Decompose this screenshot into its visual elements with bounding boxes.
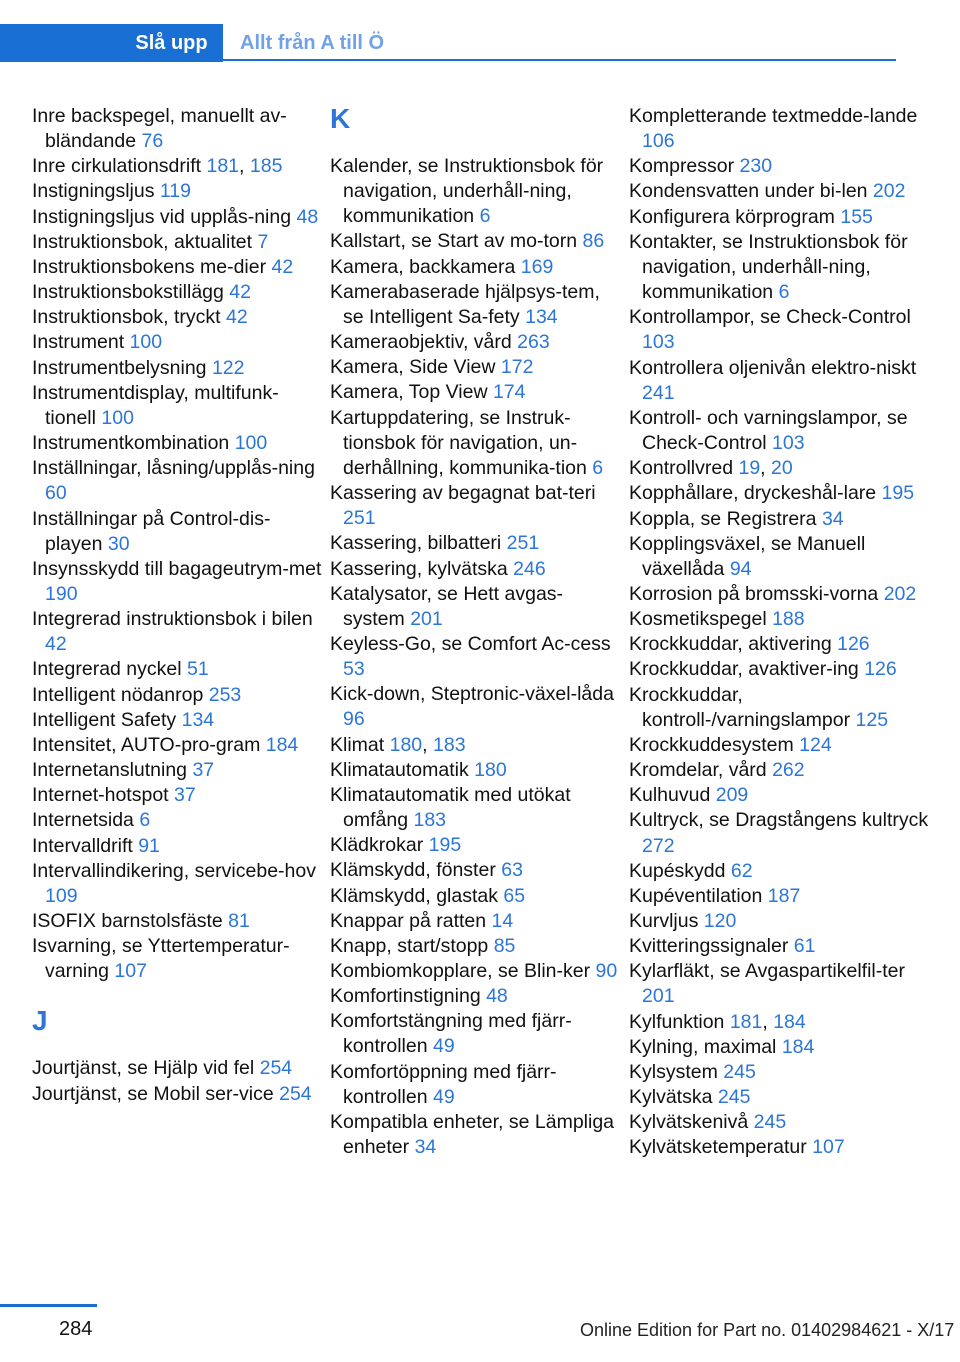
page-link[interactable]: 109 <box>45 884 78 907</box>
index-term: Klämskydd, fönster <box>330 859 502 882</box>
page-link[interactable]: 187 <box>767 884 801 907</box>
index-term: Kopplingsväxel, se Manuell växellåda <box>629 532 866 580</box>
index-term: Intensitet, AUTO-pro-gram <box>32 733 266 756</box>
index-entry <box>32 104 322 154</box>
page-link[interactable]: 184 <box>265 733 299 756</box>
page-link[interactable]: 181 <box>206 155 240 178</box>
index-term: Kylvätska <box>629 1086 718 1109</box>
index-term: Intelligent Safety <box>32 708 182 731</box>
index-term: Krockkuddesystem <box>629 733 800 756</box>
page-link[interactable]: 120 <box>703 910 737 932</box>
index-entry <box>330 1009 620 1059</box>
index-term: Komfortstängning med fjärr-kontrollen <box>330 1010 572 1058</box>
page-link[interactable]: 61 <box>793 935 816 958</box>
index-term: Intelligent nödanrop <box>32 683 209 706</box>
index-entry <box>32 859 322 909</box>
page-link[interactable]: 51 <box>187 658 209 681</box>
index-term: Internetsida <box>32 809 140 832</box>
index-entry <box>32 733 322 758</box>
page-link[interactable]: 53 <box>343 658 365 681</box>
index-term: Kosmetikspegel <box>629 608 773 631</box>
index-term: Komfortöppning med fjärr-kontrollen <box>330 1060 557 1108</box>
page-link[interactable]: 134 <box>181 708 215 731</box>
index-term: Isvarning, se Yttertemperatur-varning <box>32 935 290 983</box>
index-entry <box>32 758 322 783</box>
index-entry <box>629 356 929 406</box>
page-number: 284 <box>59 1318 93 1340</box>
index-entry <box>629 859 929 884</box>
page-link[interactable]: 91 <box>138 834 160 857</box>
index-term: Krockkuddar, avaktiver-ing <box>629 658 865 681</box>
page-link[interactable]: 30 <box>107 532 130 555</box>
page-link[interactable]: 37 <box>174 784 196 807</box>
page-link[interactable]: 169 <box>520 255 554 278</box>
page-link[interactable]: 184 <box>773 1010 806 1033</box>
index-term: Internet-hotspot <box>32 784 175 807</box>
index-entry <box>330 632 620 682</box>
page-link[interactable]: 49 <box>432 1085 455 1108</box>
index-entry <box>629 934 929 959</box>
page-link[interactable]: 96 <box>343 708 365 731</box>
index-term: Intervalldrift <box>32 834 139 857</box>
index-term: Kromdelar, vård <box>629 759 773 782</box>
index-entry <box>330 154 620 229</box>
index-entry <box>32 330 322 355</box>
index-term: Kallstart, se Start av mo-torn <box>330 230 583 253</box>
index-entry <box>330 1060 620 1110</box>
index-term: Klimat <box>330 733 390 756</box>
index-term: Kylvätsketemperatur <box>629 1136 813 1159</box>
index-entry <box>330 406 620 481</box>
index-entry <box>629 230 929 305</box>
page-link[interactable]: 62 <box>730 859 753 882</box>
index-entry <box>32 657 322 682</box>
index-entry <box>32 808 322 833</box>
index-term: Inre cirkulationsdrift <box>32 155 207 178</box>
index-entry <box>330 884 620 909</box>
index-term: Knappar på ratten <box>330 909 492 932</box>
index-entry <box>32 305 322 330</box>
index-term: Inre backspegel, manuellt av-bländande <box>32 105 287 153</box>
index-entry <box>330 758 620 783</box>
page-link[interactable]: 86 <box>582 230 605 253</box>
header-bar <box>0 0 896 62</box>
index-term: Kalender, se Instruktionsbok för navigation, underhåll-ning, kommunikation <box>330 155 604 228</box>
index-term: Kombiomkopplare, se Blin-ker <box>330 960 596 982</box>
page-link[interactable]: 195 <box>881 482 915 505</box>
page-link[interactable]: 180 <box>389 733 423 756</box>
index-entry <box>32 557 322 607</box>
index-term: Kamera, backkamera <box>330 255 521 278</box>
index-term: Kontrollera oljenivån elektro-niskt <box>629 356 917 379</box>
page-link[interactable]: 81 <box>228 910 250 932</box>
page-link[interactable]: 195 <box>428 834 462 857</box>
index-entry <box>330 984 620 1009</box>
page-link[interactable]: 119 <box>159 180 191 203</box>
index-entry <box>330 783 620 833</box>
index-term: Kylfunktion <box>629 1010 730 1033</box>
index-term: Instigningsljus <box>32 180 160 203</box>
index-entry <box>629 1010 929 1035</box>
index-entry <box>330 380 620 405</box>
index-term: Kompatibla enheter, se Lämpliga enheter <box>330 1110 615 1159</box>
page-link[interactable]: 254 <box>279 1082 312 1105</box>
footer-rule <box>0 1304 97 1307</box>
page-link[interactable]: 190 <box>45 582 78 605</box>
index-entry <box>330 682 620 732</box>
index-term: Kondensvatten under bi-len <box>629 180 873 203</box>
page-link[interactable]: 60 <box>45 482 67 505</box>
index-entry <box>330 481 620 531</box>
index-term: Klämskydd, glastak <box>330 884 504 907</box>
page-link[interactable]: 100 <box>234 432 268 455</box>
page-link[interactable]: 183 <box>413 809 447 832</box>
page-link[interactable]: 201 <box>410 607 443 630</box>
index-term: Internetanslutning <box>32 759 193 782</box>
edition-text: Online Edition for Part no. 01402984621 - X/17 <box>580 1320 955 1340</box>
page-link[interactable]: 49 <box>432 1035 455 1058</box>
index-entry <box>32 607 322 657</box>
index-term: Kontroll- och varningslampor, se Check-Control <box>629 406 908 455</box>
index-term: Instruktionsbok, aktualitet <box>32 230 258 253</box>
page-link[interactable]: 7 <box>257 230 269 253</box>
index-entry <box>629 733 929 758</box>
index-term: Integrerad nyckel <box>32 658 188 681</box>
index-entry <box>629 758 929 783</box>
index-term: Instruktionsbok, tryckt <box>32 306 226 329</box>
page-link[interactable]: 263 <box>517 331 550 354</box>
index-term: Kassering, kylvätska <box>330 557 514 580</box>
page-link[interactable]: 6 <box>479 205 491 228</box>
index-term: Korrosion på bromsski-vorna <box>629 582 884 605</box>
index-entry <box>32 230 322 255</box>
index-entry <box>330 255 620 280</box>
page-link[interactable]: 103 <box>772 432 805 455</box>
index-term: Instrumentdisplay, multifunk-tionell <box>32 381 279 429</box>
page-link[interactable]: 63 <box>501 859 523 882</box>
index-entry <box>629 1110 929 1135</box>
index-entry <box>32 1056 322 1081</box>
index-entry <box>32 909 322 934</box>
index-entry <box>629 179 929 204</box>
index-term: Integrerad instruktionsbok i bilen <box>32 608 313 631</box>
page-link[interactable]: 126 <box>837 633 870 656</box>
header-rule <box>223 59 896 61</box>
index-term: Kompletterande textmedde-lande <box>629 105 918 127</box>
index-column-2 <box>330 104 620 1160</box>
index-entry <box>629 532 929 582</box>
index-term: Kameraobjektiv, vård <box>330 331 518 354</box>
index-entry <box>32 255 322 280</box>
index-term: Kick-down, Steptronic-växel-låda <box>330 683 614 706</box>
index-term: Instigningsljus vid upplås-ning <box>32 205 297 228</box>
index-term: Klädkrokar <box>330 834 429 857</box>
index-term: Kamerabaserade hjälpsys-tem, se Intelligent Sa-fety <box>330 280 600 328</box>
page-link[interactable]: 48 <box>486 985 508 1008</box>
index-entry <box>330 355 620 380</box>
page-link[interactable]: 85 <box>493 934 516 957</box>
index-term: Kylning, maximal <box>629 1035 782 1058</box>
page-link[interactable]: 188 <box>772 608 805 631</box>
index-term: Krockkuddar, aktivering <box>629 633 838 656</box>
index-term: Keyless-Go, se Comfort Ac-cess <box>330 632 611 655</box>
page-link[interactable]: 34 <box>821 507 844 530</box>
index-entry <box>330 229 620 254</box>
index-entry <box>330 582 620 632</box>
page-link[interactable]: 251 <box>343 507 376 530</box>
page-link[interactable]: 107 <box>114 960 147 983</box>
page-link[interactable]: 183 <box>433 733 466 756</box>
page-link[interactable]: 42 <box>271 255 294 278</box>
page-link[interactable]: 245 <box>723 1060 756 1083</box>
page-link[interactable]: 254 <box>259 1057 293 1080</box>
index-entry <box>629 808 929 858</box>
index-term: Kontrollvred <box>629 457 739 480</box>
index-term: Kupéskydd <box>629 859 731 882</box>
page-link[interactable]: 241 <box>642 381 675 404</box>
index-entry <box>330 959 620 984</box>
index-entry <box>629 305 929 355</box>
index-entry <box>330 934 620 959</box>
index-term: Kamera, Side View <box>330 356 501 379</box>
index-entry <box>629 481 929 506</box>
page-link[interactable]: 34 <box>414 1136 437 1159</box>
index-term: Kompressor <box>629 155 740 178</box>
index-entry <box>32 280 322 305</box>
index-term: Kvitteringssignaler <box>629 935 794 958</box>
index-term: Intervallindikering, servicebe-hov <box>32 859 316 882</box>
page-link[interactable]: 100 <box>129 331 163 354</box>
index-entry <box>32 708 322 733</box>
page-link[interactable]: 126 <box>864 658 897 681</box>
index-entry <box>32 934 322 984</box>
page-link[interactable]: 246 <box>513 557 546 580</box>
index-term: Klimatautomatik med utökat omfång <box>330 783 571 832</box>
index-entry <box>629 154 929 179</box>
index-entry <box>32 1082 322 1107</box>
index-entry <box>32 179 322 204</box>
index-term: Kulhuvud <box>629 784 716 807</box>
index-term: Kontakter, se Instruktionsbok för navigation, underhåll-ning, kommunikation <box>629 230 908 304</box>
index-term: Kylsystem <box>629 1060 724 1083</box>
index-entry <box>32 356 322 381</box>
index-term: Inställningar, låsning/upplås-ning <box>32 457 315 480</box>
index-term: Koppla, se Registrera <box>629 507 822 530</box>
page-link[interactable]: 172 <box>500 356 534 379</box>
index-term: Knapp, start/stopp <box>330 934 494 957</box>
index-entry <box>32 456 322 506</box>
index-entry <box>330 833 620 858</box>
index-term: Klimatautomatik <box>330 758 475 781</box>
index-term: Kurvljus <box>629 910 704 932</box>
tab-sla-upp-label: Slå upp <box>135 32 208 54</box>
page-link[interactable]: 65 <box>503 884 526 907</box>
index-term: Kassering, bilbatteri <box>330 532 507 555</box>
page-separator: , <box>760 457 772 480</box>
index-entry <box>629 607 929 632</box>
page-link[interactable]: 103 <box>642 331 675 354</box>
index-entry <box>629 1085 929 1110</box>
index-term: Kopphållare, dryckeshål-lare <box>629 482 882 505</box>
index-term: Konfigurera körprogram <box>629 205 841 228</box>
index-term: Kamera, Top View <box>330 381 493 404</box>
page-separator: , <box>422 733 433 756</box>
page-link[interactable]: 251 <box>506 532 540 555</box>
page-link[interactable]: 202 <box>883 582 917 605</box>
index-entry <box>629 582 929 607</box>
index-term: Kupéventilation <box>629 884 768 907</box>
index-term: Katalysator, se Hett avgas-system <box>330 582 564 630</box>
page-link[interactable]: 106 <box>642 130 675 153</box>
index-entry <box>330 909 620 934</box>
index-term: Instrumentbelysning <box>32 356 212 379</box>
index-entry <box>629 1060 929 1085</box>
index-term: Kontrollampor, se Check-Control <box>629 306 911 329</box>
section-letter: K <box>330 103 351 134</box>
index-term: Insynsskydd till bagageutrym-met <box>32 557 322 580</box>
page-link[interactable]: 209 <box>715 784 749 807</box>
index-entry <box>330 330 620 355</box>
page-link[interactable]: 245 <box>753 1111 787 1134</box>
page-link[interactable]: 202 <box>872 180 906 203</box>
page-link[interactable]: 181 <box>729 1010 763 1033</box>
index-term: Krockkuddar, kontroll-/varningslampor <box>629 683 856 731</box>
index-term: Jourtjänst, se Hjälp vid fel <box>32 1057 260 1080</box>
index-entry <box>629 959 929 1009</box>
index-term: Instruktionsbokstillägg <box>32 281 230 304</box>
index-entry <box>629 783 929 808</box>
page-link[interactable]: 272 <box>642 834 675 857</box>
page-link[interactable]: 201 <box>642 985 675 1008</box>
index-entry <box>330 858 620 883</box>
section-letter: J <box>32 1005 48 1037</box>
page-link[interactable]: 125 <box>855 708 889 731</box>
index-term: Kartuppdatering, se Instruk-tionsbok för navigation, un-derhållning, kommunika-tion <box>330 406 593 479</box>
page-link[interactable]: 42 <box>229 281 251 304</box>
page-link[interactable]: 180 <box>474 758 507 781</box>
tab-allt-fran-a-till-o[interactable]: Allt från A till Ö <box>240 32 385 54</box>
page-link[interactable]: 100 <box>101 406 134 429</box>
index-entry <box>32 381 322 431</box>
page-link[interactable]: 134 <box>525 305 558 328</box>
index-term: ISOFIX barnstolsfäste <box>32 910 229 932</box>
index-entry <box>629 657 929 682</box>
index-term: Inställningar på Control-dis-playen <box>32 507 271 555</box>
index-entry <box>330 531 620 556</box>
page-link[interactable]: 6 <box>592 456 604 479</box>
page-link[interactable]: 107 <box>812 1136 845 1159</box>
index-entry <box>629 683 929 733</box>
index-entry <box>629 507 929 532</box>
page-link[interactable]: 184 <box>781 1035 815 1058</box>
index-column-3 <box>629 104 929 1161</box>
index-entry <box>629 884 929 909</box>
page-separator: , <box>239 155 250 178</box>
page-separator: , <box>762 1010 774 1033</box>
index-entry <box>32 154 322 179</box>
page-link[interactable]: 155 <box>840 205 873 228</box>
index-entry <box>32 683 322 708</box>
index-entry <box>629 205 929 230</box>
page-link[interactable]: 42 <box>45 633 67 656</box>
index-entry <box>629 909 929 934</box>
index-entry <box>330 733 620 758</box>
page-link[interactable]: 6 <box>139 809 151 832</box>
index-entry <box>32 507 322 557</box>
tab-sla-upp[interactable] <box>0 24 223 62</box>
page-link[interactable]: 122 <box>211 356 245 379</box>
index-term: Kassering av begagnat bat-teri <box>330 482 596 505</box>
page-link[interactable]: 19 <box>738 457 761 480</box>
index-term: Kylvätskenivå <box>629 1111 754 1134</box>
page-link[interactable]: 174 <box>492 381 526 404</box>
index-entry <box>629 632 929 657</box>
page-link[interactable]: 6 <box>778 281 790 304</box>
index-entry <box>629 104 929 154</box>
index-term: Kylarfläkt, se Avgaspartikelfil-ter <box>629 960 905 983</box>
index-entry <box>629 1135 929 1160</box>
index-entry <box>629 406 929 456</box>
index-term: Instrumentkombination <box>32 432 235 455</box>
index-column-1 <box>32 104 322 1107</box>
page-link[interactable]: 185 <box>249 155 283 178</box>
index-entry <box>629 1035 929 1060</box>
index-entry <box>32 834 322 859</box>
page-link[interactable]: 42 <box>225 306 248 329</box>
index-entry <box>330 557 620 582</box>
page-link[interactable]: 253 <box>208 683 242 706</box>
index-entry <box>32 205 322 230</box>
page-link[interactable]: 94 <box>729 557 752 580</box>
index-term: Jourtjänst, se Mobil ser-vice <box>32 1082 280 1105</box>
index-term: Kultryck, se Dragstångens kultryck <box>629 809 929 832</box>
page-link[interactable]: 230 <box>739 155 773 178</box>
index-entry <box>629 456 929 481</box>
index-entry <box>32 431 322 456</box>
page-link[interactable]: 14 <box>491 909 514 932</box>
page-link[interactable]: 20 <box>771 457 793 480</box>
page-link[interactable]: 90 <box>595 960 618 982</box>
index-entry <box>32 783 322 808</box>
index-term: Instruktionsbokens me-dier <box>32 255 272 278</box>
page-link[interactable]: 48 <box>296 205 319 228</box>
page-link[interactable]: 37 <box>192 759 215 782</box>
page-link[interactable]: 124 <box>799 733 832 756</box>
index-entry <box>330 1110 620 1160</box>
index-term: Komfortinstigning <box>330 985 487 1008</box>
page-link[interactable]: 76 <box>141 130 164 153</box>
page-link[interactable]: 262 <box>772 759 805 782</box>
page-link[interactable]: 245 <box>717 1086 751 1109</box>
index-entry <box>330 280 620 330</box>
index-term: Instrument <box>32 331 130 354</box>
